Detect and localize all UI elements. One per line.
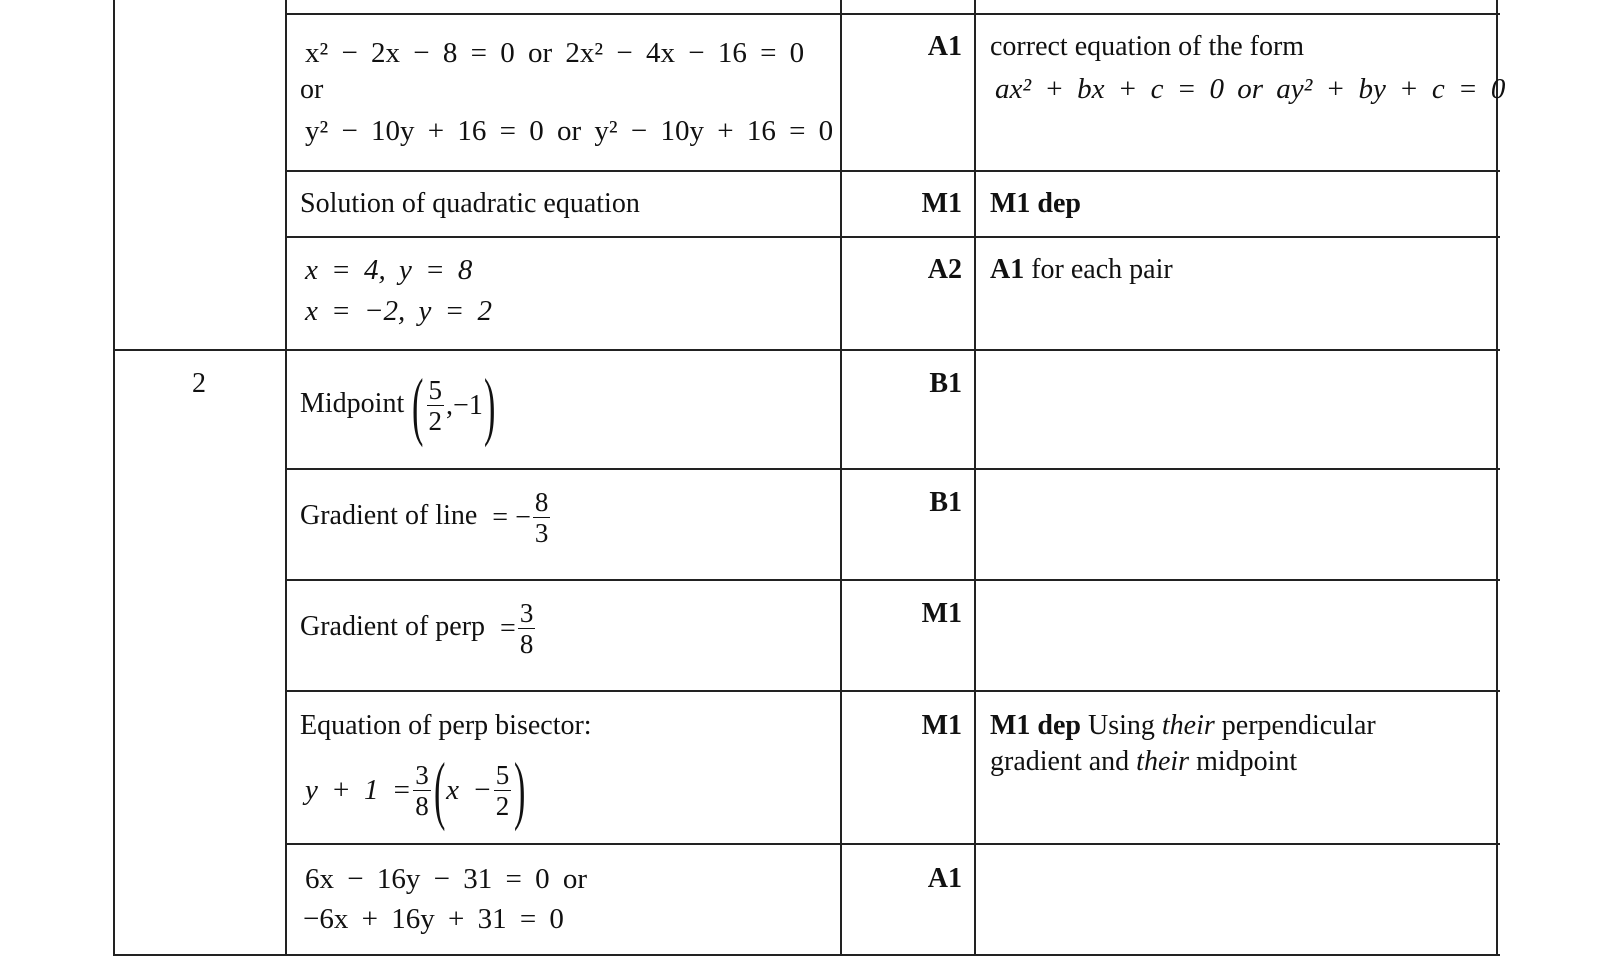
bisector-fraction-2 [494, 760, 512, 821]
bisector-fraction-1 [413, 760, 431, 821]
gradient-fraction [533, 487, 551, 548]
rule-bottom [113, 954, 1500, 956]
answer-line-or: or [300, 74, 324, 105]
comment-row3 [990, 253, 1173, 287]
comment-row1-line1: correct equation of the form [990, 31, 1305, 62]
col-rule-right [1496, 0, 1498, 956]
perp-fraction [518, 598, 536, 659]
bisector-frac2-den: 2 [495, 790, 510, 821]
answer-bisector-label: Equation of perp bisector: [300, 710, 592, 741]
comment-row7-c: gradient and [990, 746, 1137, 777]
comment-row7-their-1: their [1161, 710, 1215, 741]
comment-row7-bold: M1 dep [990, 710, 1081, 741]
comment-row3-bold: A1 [990, 254, 1025, 285]
rule-7 [285, 843, 1500, 845]
rule-2 [285, 236, 1500, 238]
bisector-frac2-num: 5 [495, 759, 510, 790]
rule-1 [285, 170, 1500, 172]
comment-row1-line2: ax² + bx + c = 0 or ay² + by + c = 0 [995, 73, 1506, 105]
comment-row2 [990, 187, 1081, 221]
col-rule-comment [974, 0, 976, 956]
bisector-inner: x − [446, 774, 492, 807]
comment-row7-b: perpendicular [1214, 710, 1376, 741]
mark-a1-row1: A1 [927, 31, 962, 62]
bisector-frac1-num: 3 [415, 759, 429, 790]
answer-line-3: y² − 10y + 16 = 0 or y² − 10y + 16 = 0 [305, 115, 834, 147]
answer-final-line-1: 6x − 16y − 31 = 0 or [305, 863, 587, 895]
bisector-open-paren-icon: ( [433, 748, 446, 833]
midpoint-frac-num: 5 [428, 375, 443, 406]
mark-m1-row7: M1 [921, 710, 962, 741]
midpoint-y: ,−1 [446, 389, 483, 421]
answer-perp-gradient [300, 597, 537, 659]
perp-label: Gradient of perp [300, 611, 486, 642]
midpoint-frac-den: 2 [428, 406, 443, 437]
mark-m1-row6: M1 [921, 598, 962, 629]
mark-m1-row2: M1 [921, 188, 962, 219]
rule-top [285, 13, 1500, 15]
rule-6 [285, 690, 1500, 692]
mark-b1-row5: B1 [929, 487, 962, 518]
question-number: 2 [192, 368, 206, 399]
col-rule-mark [840, 0, 842, 956]
comment-row3-text: for each pair [1024, 254, 1173, 285]
comment-row2-bold: M1 dep [990, 188, 1081, 219]
bisector-frac1-den: 8 [415, 790, 429, 821]
close-paren-icon: ) [483, 363, 496, 448]
mark-a2-row3: A2 [927, 254, 962, 285]
comment-row7-d: midpoint [1189, 746, 1298, 777]
answer-gradient [300, 486, 552, 548]
bisector-lhs: y + 1 = [305, 774, 412, 807]
comment-row7-line2 [990, 745, 1297, 779]
mark-b1-row4: B1 [929, 368, 962, 399]
answer-midpoint [300, 363, 496, 448]
answer-final-line-2: −6x + 16y + 31 = 0 [303, 903, 564, 935]
bisector-close-paren-icon: ) [514, 748, 526, 833]
gradient-frac-num: 8 [534, 487, 549, 518]
rule-4 [285, 468, 1500, 470]
gradient-eq: = − [492, 501, 531, 533]
comment-row7-a: Using [1081, 710, 1162, 741]
answer-bisector-equation [305, 748, 527, 833]
rule-3 [113, 349, 1500, 351]
answer-pair-1: x = 4, y = 8 [305, 254, 473, 286]
midpoint-label: Midpoint [300, 388, 405, 419]
col-rule-answer [285, 0, 287, 956]
col-rule-left [113, 0, 115, 956]
comment-row7-their-2: their [1136, 746, 1190, 777]
perp-frac-den: 8 [519, 629, 534, 660]
perp-frac-num: 3 [519, 598, 534, 629]
perp-eq: = [500, 612, 516, 644]
open-paren-icon: ( [412, 363, 424, 448]
comment-row7-line1 [990, 709, 1376, 743]
mark-a1-row8: A1 [927, 863, 962, 894]
gradient-label: Gradient of line [300, 500, 478, 531]
answer-solution: Solution of quadratic equation [300, 188, 640, 219]
midpoint-fraction [427, 375, 445, 436]
gradient-frac-den: 3 [534, 518, 549, 549]
answer-line-1: x² − 2x − 8 = 0 or 2x² − 4x − 16 = 0 [305, 37, 805, 69]
answer-pair-2: x = −2, y = 2 [305, 295, 492, 327]
rule-5 [285, 579, 1500, 581]
